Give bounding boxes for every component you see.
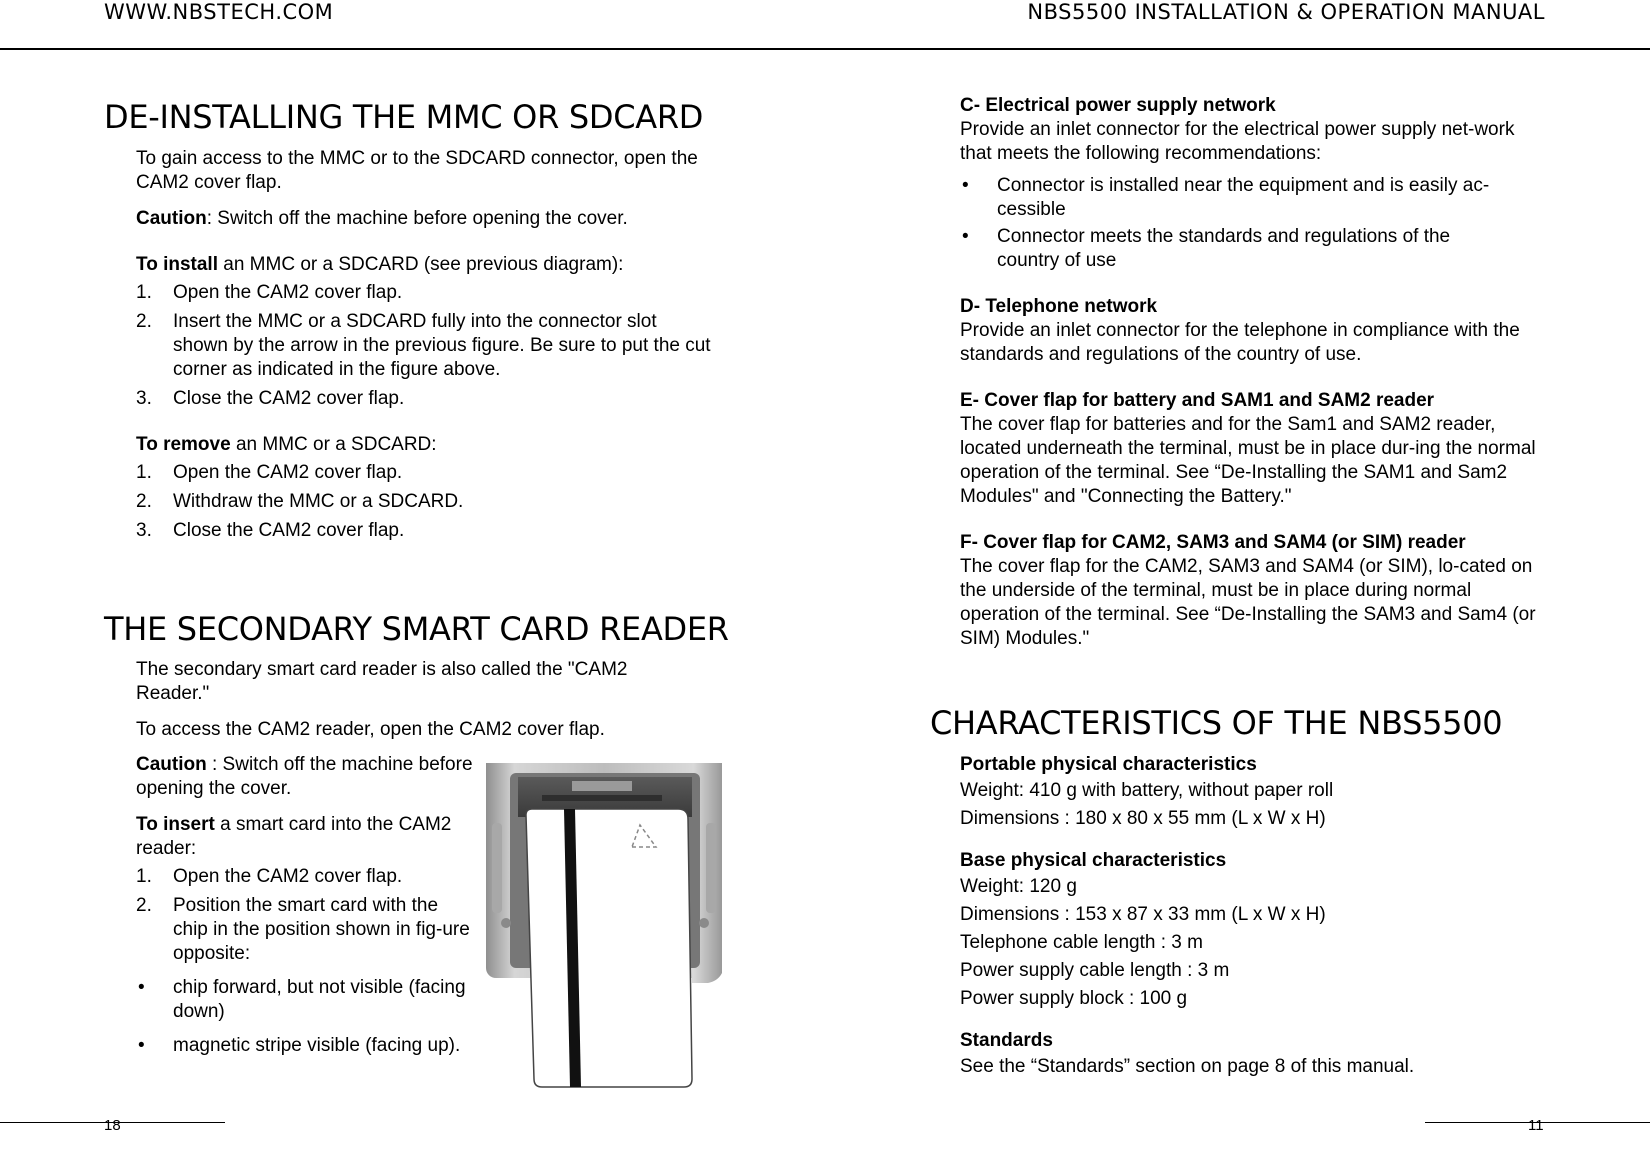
left-column-section2-steps	[136, 753, 476, 1058]
page-number-left: 18	[104, 1117, 121, 1134]
list-item: 2. Insert the MMC or a SDCARD fully into the connector slot shown by the arrow in the previous figure. Be sure to put the cut corner as indicated in the figure above.	[136, 311, 711, 380]
list-item: 2. Withdraw the MMC or a SDCARD.	[136, 491, 464, 512]
portable-line: Dimensions : 180 x 80 x 55 mm (L x W x H)	[960, 808, 1326, 829]
section-f-text: The cover flap for the CAM2, SAM3 and SAM4 (or SIM), lo-cated on the underside of the terminal, must be in place during normal operation of the terminal. See “De-Installing the SAM3 and Sam4 (or SIM) Modules."	[960, 556, 1536, 649]
list-item: 1. Open the CAM2 cover flap.	[136, 866, 403, 887]
header-rule	[0, 48, 1650, 50]
standards-title: Standards	[960, 1030, 1053, 1051]
remove-text: an MMC or a SDCARD:	[230, 434, 437, 455]
base-line: Telephone cable length : 3 m	[960, 932, 1203, 953]
remove-heading	[136, 433, 726, 457]
base-line: Weight: 120 g	[960, 876, 1077, 897]
insert-label: To insert	[136, 814, 215, 835]
section-d-text: Provide an inlet connector for the telephone in compliance with the standards and regulations of the country of use.	[960, 320, 1520, 365]
list-item: 3. Close the CAM2 cover flap.	[136, 520, 405, 541]
header-manual-title: NBS5500 INSTALLATION & OPERATION MANUAL	[1027, 0, 1545, 24]
base-title: Base physical characteristics	[960, 850, 1227, 871]
section-f-title: F- Cover flap for CAM2, SAM3 and SAM4 (or SIM) reader	[960, 532, 1466, 553]
section-title-deinstalling: DE-INSTALLING THE MMC OR SDCARD	[104, 98, 704, 136]
caution-text: : Switch off the machine before opening the cover.	[206, 208, 628, 229]
list-item: 2. Position the smart card with the chip in the position shown in fig-ure opposite:	[136, 895, 470, 964]
install-text: an MMC or a SDCARD (see previous diagram):	[217, 254, 624, 275]
page-number-right: 11	[1528, 1117, 1544, 1134]
portable-title: Portable physical characteristics	[960, 754, 1257, 775]
list-item: • chip forward, but not visible (facing down)	[138, 977, 466, 1022]
section-e-title: E- Cover flap for battery and SAM1 and SAM2 reader	[960, 390, 1435, 411]
insert-heading	[136, 813, 476, 861]
base-line: Dimensions : 153 x 87 x 33 mm (L x W x H)	[960, 904, 1326, 925]
caution-text: : Switch off the machine before opening the cover.	[136, 754, 473, 799]
install-steps	[136, 281, 726, 411]
base-line: Power supply cable length : 3 m	[960, 960, 1230, 981]
portable-line: Weight: 410 g with battery, without paper roll	[960, 780, 1334, 801]
list-item: • magnetic stripe visible (facing up).	[138, 1035, 461, 1056]
remove-steps	[136, 461, 726, 543]
smart-card-illustration	[482, 763, 726, 1089]
left-column-section2-intro	[136, 658, 696, 742]
install-label: To install	[136, 254, 218, 275]
right-column-requirements	[960, 94, 1550, 651]
section-c-title: C- Electrical power supply network	[960, 95, 1276, 116]
left-column-section1	[136, 147, 726, 543]
secondary-caution	[136, 753, 476, 801]
section-title-characteristics: CHARACTERISTICS OF THE NBS5500	[930, 704, 1503, 742]
section-e-text: The cover flap for batteries and for the Sam1 and SAM2 reader, located underneath the terminal, must be in place dur-ing the normal operation of the terminal. See “De-Installing the SAM1 and Sam2 Modules" and "Connecting the Battery."	[960, 414, 1536, 507]
remove-label: To remove	[136, 434, 231, 455]
smart-card-figure-icon	[482, 763, 726, 1089]
secondary-intro: The secondary smart card reader is also called the "CAM2 Reader."	[136, 659, 628, 704]
install-heading	[136, 253, 726, 277]
deinstall-caution	[136, 207, 726, 231]
standards-text: See the “Standards” section on page 8 of this manual.	[960, 1056, 1415, 1077]
section-c-bullets	[960, 174, 1550, 273]
right-column-characteristics	[960, 753, 1550, 1081]
caution-label: Caution	[136, 208, 207, 229]
list-item: • Connector meets the standards and regulations of the country of use	[962, 226, 1451, 271]
caution-label: Caution	[136, 754, 207, 775]
list-item: 1. Open the CAM2 cover flap.	[136, 462, 403, 483]
list-item: 1. Open the CAM2 cover flap.	[136, 282, 403, 303]
list-item: 3. Close the CAM2 cover flap.	[136, 388, 405, 409]
secondary-access: To access the CAM2 reader, open the CAM2 cover flap.	[136, 719, 605, 740]
insert-steps	[136, 865, 476, 966]
insert-text: a smart card into the CAM2 reader:	[136, 814, 452, 859]
list-item: • Connector is installed near the equipment and is easily ac-cessible	[962, 175, 1490, 220]
insert-bullets	[136, 976, 476, 1058]
deinstall-intro: To gain access to the MMC or to the SDCARD connector, open the CAM2 cover flap.	[136, 148, 698, 193]
section-d-title: D- Telephone network	[960, 296, 1158, 317]
base-line: Power supply block : 100 g	[960, 988, 1188, 1009]
section-c-text: Provide an inlet connector for the electrical power supply net-work that meets the following recommendations:	[960, 119, 1515, 164]
header-site-url: WWW.NBSTECH.COM	[104, 0, 334, 24]
section-title-secondary-reader: THE SECONDARY SMART CARD READER	[104, 610, 729, 648]
